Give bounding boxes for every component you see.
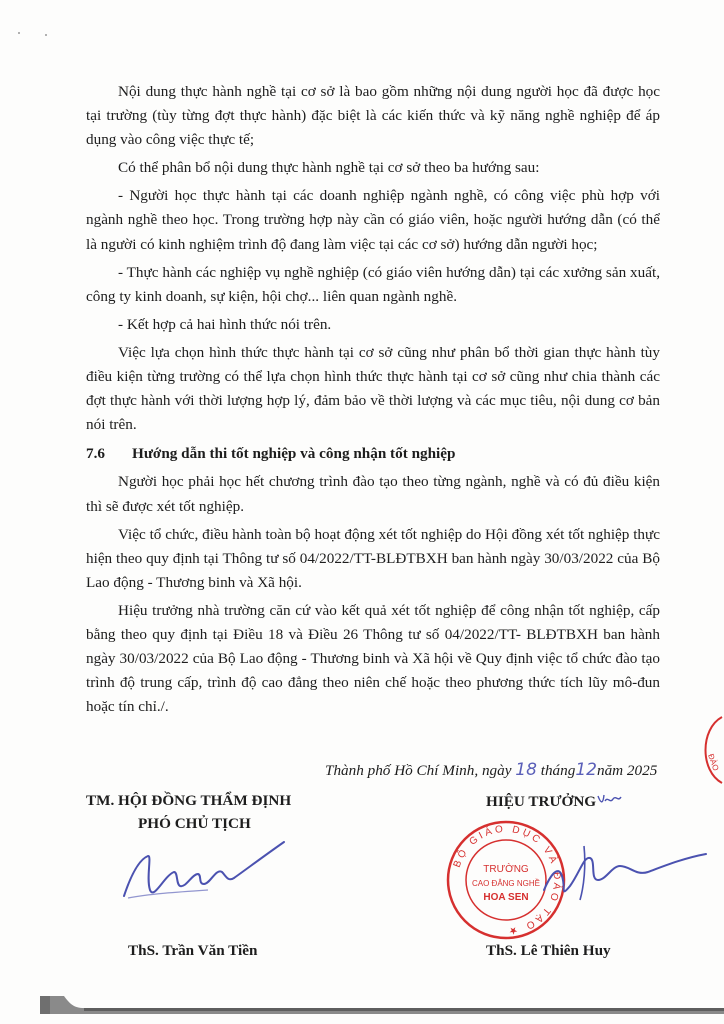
handwritten-day: 18 bbox=[515, 760, 537, 780]
date-line bbox=[325, 760, 657, 780]
scan-speck bbox=[18, 32, 20, 34]
paragraph: - Người học thực hành tại các doanh nghiệp ngành nghề, có công việc phù hợp với ngành nghề theo học. Trong trường hợp này cần có giáo viên, hoặc người hướng dẫn (có thể là người có kinh nghiệm trình độ đang làm việc tại các cơ sở) hướng dẫn người học; bbox=[86, 187, 660, 253]
svg-text:ĐÀO: ĐÀO bbox=[706, 752, 721, 772]
section-heading bbox=[86, 442, 660, 466]
left-signature bbox=[118, 838, 288, 908]
date-prefix: Thành phố Hồ Chí Minh, ngày bbox=[325, 762, 516, 779]
paragraph: Nội dung thực hành nghề tại cơ sở là bao gồm những nội dung người học đã được học tại trường (tùy từng đợt thực hành) đặc biệt là các kiến thức và kỹ năng nghề nghiệp để áp dụng vào công việc thực tế; bbox=[86, 83, 660, 149]
left-signatory-name: ThS. Trần Văn Tiền bbox=[128, 942, 258, 959]
margin-stamp-fragment bbox=[694, 715, 724, 785]
footer-bar bbox=[40, 996, 724, 1014]
paragraph: - Thực hành các nghiệp vụ nghề nghiệp (có giáo viên hướng dẫn) tại các xưởng sản xuất, công ty kinh doanh, sự kiện, hội chợ... liên quan ngành nghề. bbox=[86, 263, 660, 305]
paragraph: Hiệu trưởng nhà trường căn cứ vào kết quả xét tốt nghiệp để công nhận tốt nghiệp, cấp bằng theo quy định tại Điều 18 và Điều 26 Thông tư số 04/2022/TT- BLĐTBXH ban hành ngày 30/03/2022 của Bộ Lao động - Thương binh và Xã hội về Quy định việc tổ chức đào tạo trình độ trung cấp, trình độ cao đẳng theo niên chế hoặc theo phương thức tích lũy mô-đun hoặc tín chỉ./. bbox=[86, 601, 660, 716]
left-signatory-position: PHÓ CHỦ TỊCH bbox=[138, 815, 251, 832]
right-signatory-name: ThS. Lê Thiên Huy bbox=[486, 942, 611, 959]
right-title-text: HIỆU TRƯỞNG bbox=[486, 793, 597, 810]
paragraph: Người học phải học hết chương trình đào tạo theo từng ngành, nghề và có đủ điều kiện thì sẽ được xét tốt nghiệp. bbox=[86, 473, 660, 515]
paragraph: Việc lựa chọn hình thức thực hành tại cơ sở cũng như phân bổ thời gian thực hành tùy điều kiện từng trường có thể lựa chọn hình thức thực hành tại cơ sở cũng như chia thành các đợt thực hành với thời lượng hợp lý, đảm bảo về thời lượng và các mục tiêu, nội dung cơ bản nói trên. bbox=[86, 343, 660, 434]
svg-text:HOA SEN: HOA SEN bbox=[483, 892, 529, 903]
paragraph: - Kết hợp cả hai hình thức nói trên. bbox=[118, 315, 332, 333]
section-title: Hướng dẫn thi tốt nghiệp và công nhận tốt nghiệp bbox=[132, 445, 456, 463]
paragraph: Việc tổ chức, điều hành toàn bộ hoạt động xét tốt nghiệp do Hội đồng xét tốt nghiệp thực hiện theo quy định tại Thông tư số 04/2022/TT-BLĐTBXH ban hành ngày 30/03/2022 của Bộ Lao động - Thương binh và Xã hội. bbox=[86, 525, 660, 591]
section-number: 7.6 bbox=[86, 445, 105, 463]
handwritten-month: 12 bbox=[575, 760, 597, 780]
scan-speck bbox=[45, 34, 47, 36]
right-signature bbox=[540, 836, 710, 906]
initials-mark bbox=[596, 792, 622, 806]
paragraph: Có thể phân bổ nội dung thực hành nghề tại cơ sở theo ba hướng sau: bbox=[118, 159, 540, 177]
document-body bbox=[86, 80, 660, 719]
svg-text:TRƯỜNG: TRƯỜNG bbox=[483, 864, 529, 875]
right-signatory-title bbox=[486, 792, 622, 811]
svg-text:BỘ GIÁO DỤC VÀ ĐÀO TẠO ★: BỘ GIÁO DỤC VÀ ĐÀO TẠO ★ bbox=[451, 823, 563, 937]
svg-text:CAO ĐẲNG NGHỀ: CAO ĐẲNG NGHỀ bbox=[471, 879, 541, 888]
left-signatory-title: TM. HỘI ĐỒNG THẨM ĐỊNH bbox=[86, 792, 292, 809]
date-month-word: tháng bbox=[536, 762, 576, 779]
date-suffix: năm 2025 bbox=[596, 762, 658, 779]
